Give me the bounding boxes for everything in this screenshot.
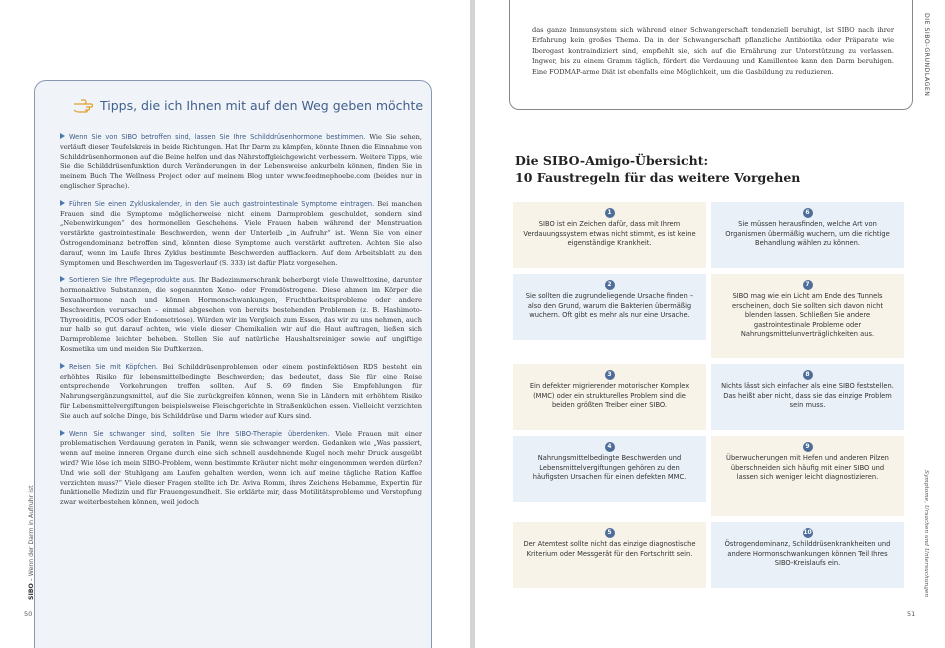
page-number-right: 51 — [907, 610, 916, 618]
continued-box — [509, 0, 913, 110]
tip-body: Viele Frauen mit einer problematischen Verdauung geraten in Panik, wenn sie schwanger werden. Gedanken wie „Was passiert, wenn auf meine inneren Organe durch eine sich schnell ausdehnende Kugel noch mehr Druck ausgeübt wird? Wie löse ich mein SIBO-Problem, wenn bestimmte Kräuter nicht mehr eingenommen werden dürfen? Und wie soll der Stuhlgang am Laufen gehalten werden, wenn ich auf meine tägliche Ration Kaffee verzichten muss?“ Viele dieser Fragen stellte ich Dr. Aviva Romm, ihres Zeichens Hebamme, Expertin für funktionelle Medizin und für Frauengesundheit. Sie erklärte mir, dass Motilitätsprobleme und Verstopfung zwar weiterbestehen können, weil jedoch — [60, 429, 423, 507]
left-page — [0, 0, 470, 648]
tip-5 — [60, 430, 422, 508]
rule-number-badge: 5 — [605, 528, 615, 538]
rule-card-3 — [513, 364, 706, 430]
triangle-bullet-icon — [60, 363, 65, 369]
tip-heading: Wenn Sie von SIBO betroffen sind, lassen Sie Ihre Schilddrüsenhormone bestimmen. — [69, 133, 366, 141]
right-page — [475, 0, 945, 648]
tips-box — [34, 80, 432, 648]
left-running-head — [28, 485, 35, 600]
rule-card-2 — [513, 274, 706, 340]
tips-content — [60, 133, 422, 516]
tip-body: Ihr Badezimmerschrank beherbergt viele Umwelttoxine, darunter hormonaktive Substanzen, die sogenannten Xeno- oder Fremdöstrogene. Diese ahmen im Körper die Sexualhormone nach und können Hormonschwankungen, Fruchtbarkeitsprobleme oder andere Beschwerden verursachen – einmal abgesehen von bereits bestehenden Problemen (z. B. Hashimoto-Thyreoiditis, PCOS oder Endometriose). Würden wir im Vergleich zum Essen, das wir zu uns nehmen, auch nur halb so gut darauf achten, wie viele dieser Chemikalien wir auf die Haut auftragen, ließen sich Darmprobleme leichter beheben. Stellen Sie auf natürliche Haushaltsreiniger sowie auf ungiftige Kosmetika um und meiden Sie Duftkerzen. — [60, 276, 422, 353]
tip-1 — [60, 133, 422, 192]
rule-number-badge: 8 — [803, 370, 813, 380]
tip-heading: Reisen Sie mit Köpfchen. — [69, 362, 159, 371]
rule-text: Überwucherungen mit Hefen und anderen Pilzen überschneiden sich häufig mit einer SIBO und lassen sich weniger leicht diagnostizieren. — [726, 454, 889, 482]
rule-number-badge: 4 — [605, 442, 615, 452]
rule-card-8 — [711, 364, 904, 430]
rule-card-4 — [513, 436, 706, 502]
right-running-head: DIE SIBO-GRUNDLAGEN — [923, 13, 930, 97]
rule-number-badge: 6 — [803, 208, 813, 218]
tip-body: Wie Sie sehen, verläuft dieser Teufelskreis in beide Richtungen. Hat Ihr Darm zu kämpfen, könnte Ihnen die Einnahme von Schilddrüsenhormonen auf die Beine helfen und das Nährstoffgleichgewicht verbessern. Weitere Tipps, wie Sie die Schilddrüsenfunktion durch Veränderungen in der Lebensweise ankurbeln können, finden Sie in meinem Buch The Wellness Project oder auf meinem Blog unter www.feedmephoebe.com (beides nur in englischer Sprache). — [60, 133, 422, 190]
pointing-hand-icon — [73, 99, 93, 113]
rule-text: Östrogendominanz, Schilddrüsenkrankheiten und andere Hormonschwankungen können Teil Ihres SIBO-Kreislaufs ein. — [724, 540, 891, 568]
rule-card-5 — [513, 522, 706, 588]
rule-card-1 — [513, 202, 706, 268]
tips-title-text: Tipps, die ich Ihnen mit auf den Weg geben möchte — [100, 98, 424, 113]
triangle-bullet-icon — [60, 276, 65, 282]
section-title-line-1: Die SIBO-Amigo-Übersicht: — [515, 153, 709, 168]
tip-heading: Führen Sie einen Zykluskalender, in den Sie auch gastrointestinale Symptome eintragen. — [69, 199, 375, 208]
right-running-subhead: Symptome, Ursachen und Untersuchungen — [923, 470, 929, 598]
rule-text: SIBO mag wie ein Licht am Ende des Tunnels erscheinen, doch Sie sollten sich davon nicht blenden lassen. Schließen Sie andere gastrointestinale Probleme oder Nahrungsmittelunverträglichkeiten aus. — [732, 292, 883, 339]
tip-heading: Wenn Sie schwanger sind, sollten Sie Ihre SIBO-Therapie überdenken. — [69, 429, 330, 438]
tip-body: Bei Schilddrüsenproblemen oder einem postinfektiösen RDS besteht ein erhöhtes Risiko für lebensmittelbedingte Beschwerden; das bedeutet, dass Sie für eine Reise entsprechende Vorkehrungen treffen sollten. Auf S. 69 finden Sie Empfehlungen für Nahrungsergänzungsmittel, auf die Sie zurückgreifen können, wenn Sie in Ländern mit erhöhtem Risiko für Lebensmittelvergiftungen beispielsweise Fleischgerichte in Straßenküchen essen. Vielleicht verzichten Sie auch auf solche Dinge, bis Schilddrüse und Darm wieder auf Kurs sind. — [60, 362, 422, 420]
triangle-bullet-icon — [60, 200, 65, 206]
tip-heading: Sortieren Sie Ihre Pflegeprodukte aus. — [69, 276, 197, 285]
tips-title — [73, 98, 423, 113]
rule-text: Ein defekter migrierender motorischer Komplex (MMC) oder ein strukturelles Problem sind die beiden größten Treiber einer SIBO. — [529, 382, 690, 410]
continued-text: das ganze Immunsystem sich während einer Schwangerschaft tendenziell beruhigt, ist SIBO nach ihrer Erfahrung kein großes Thema. Da in der Schwangerschaft pflanzliche Antibiotika oder Präparate wie Iberogast kontraindiziert sind, empfiehlt sie, sich auf die Ernährung zur Unterstützung zu verlassen. Ingwer, bis zu einem Gramm täglich, fördert die Verdauung und Kamillentee kann den Darm beruhigen. Eine FODMAP-arme Diät ist ebenfalls eine Möglichkeit, um die Gasbildung zu reduzieren. — [532, 26, 894, 76]
running-head-bold: SIBO — [28, 583, 35, 600]
rule-text: Sie sollten die zugrundeliegende Ursache finden – also den Grund, warum die Bakterien übermäßig wuchern. Oft gibt es mehr als nur eine Ursache. — [525, 292, 694, 320]
running-head-text: – Wenn der Darm in Aufruhr ist — [28, 485, 35, 582]
rule-text: Sie müssen herausfinden, welche Art von Organismen übermäßig wuchern, um die richtige Behandlung wählen zu können. — [725, 220, 890, 248]
section-title — [515, 152, 895, 186]
rule-card-7 — [711, 274, 904, 358]
rule-number-badge: 7 — [803, 280, 813, 290]
rule-text: Nichts lässt sich einfacher als eine SIBO feststellen. Das heißt aber nicht, dass sie das einzige Problem sein muss. — [721, 382, 894, 410]
rule-number-badge: 10 — [803, 529, 812, 537]
tip-4 — [60, 363, 422, 422]
rule-text: SIBO ist ein Zeichen dafür, dass mit Ihrem Verdauungssystem etwas nicht stimmt, es ist keine eigenständige Krankheit. — [523, 220, 696, 248]
tip-3 — [60, 276, 422, 354]
tip-2 — [60, 200, 422, 269]
tip-body: Bei manchen Frauen sind die Symptome möglicherweise nicht einem Darmproblem geschuldet, sondern sind „Nebenwirkungen“ des hormonellen Geschehens. Viele Frauen haben während der Menstruation verstärkte gastrointestinale Beschwerden, wenn der Unterleib „in Aufruhr“ ist. Wenn Sie von einer Östrogendominanz betroffen sind, könnten diese Symptome auch verstärkt auftreten. Achten Sie also darauf, wenn im Laufe Ihres Zyklus bestimmte Beschwerden aufflackern. Auf dem Arbeitsblatt zu den Symptomen und Beschwerden im Tagesverlauf (S. 333) ist dafür Platz vorgesehen. — [60, 199, 422, 267]
rule-text: Nahrungsmittelbedingte Beschwerden und Lebensmittelvergiftungen gehören zu den häufigsten Ursachen für einen defekten MMC. — [532, 454, 687, 482]
rule-number-badge: 1 — [605, 208, 615, 218]
rule-text: Der Atemtest sollte nicht das einzige diagnostische Kriterium oder Messgerät für den Fortschritt sein. — [523, 540, 696, 558]
rule-card-10 — [711, 522, 904, 588]
rule-card-6 — [711, 202, 904, 268]
rule-number-badge: 2 — [605, 280, 615, 290]
triangle-bullet-icon — [60, 133, 65, 139]
rule-number-badge: 9 — [803, 442, 813, 452]
rule-card-9 — [711, 436, 904, 516]
page-number-left: 50 — [24, 610, 33, 618]
rule-number-badge: 3 — [605, 370, 615, 380]
triangle-bullet-icon — [60, 430, 65, 436]
section-title-line-2: 10 Faustregeln für das weitere Vorgehen — [515, 170, 801, 185]
